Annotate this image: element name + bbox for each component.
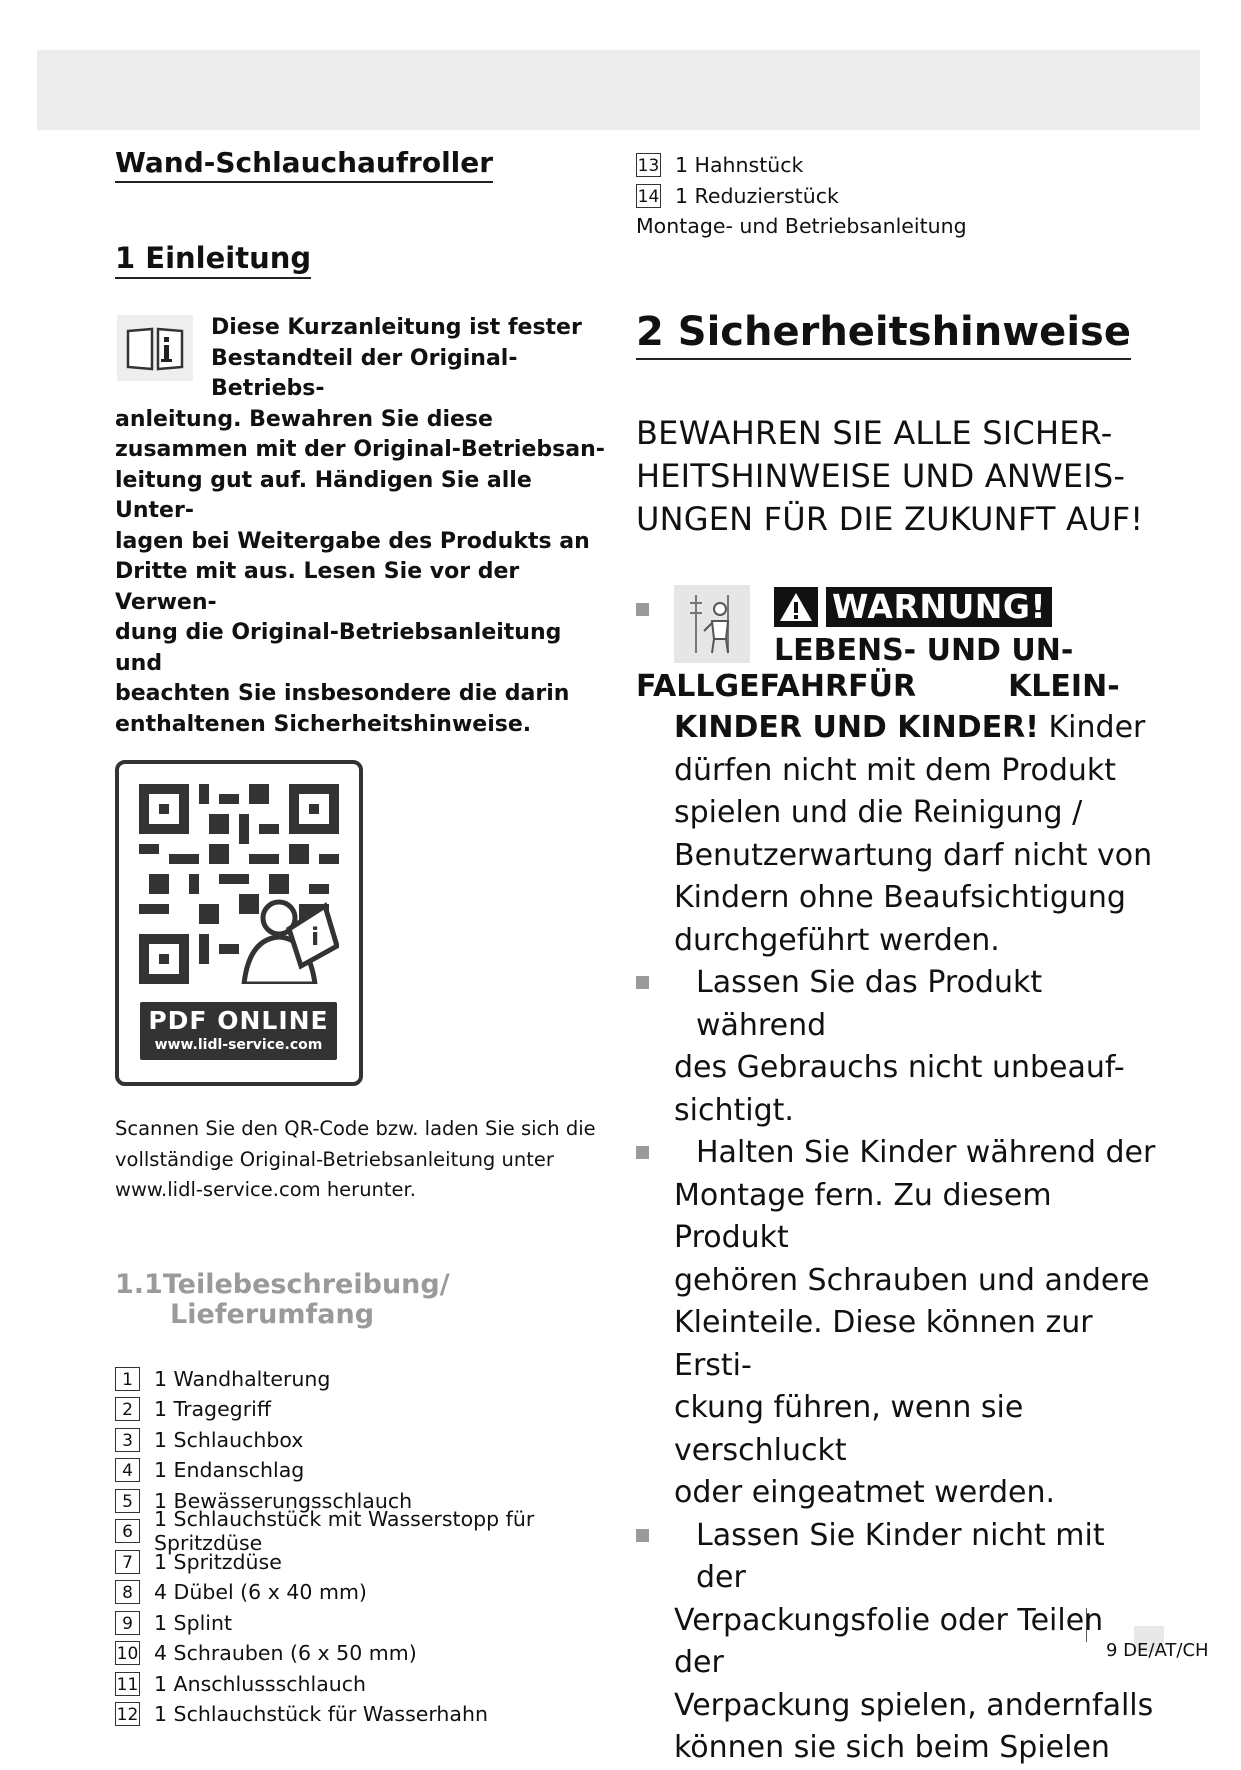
safety-bullet [636, 1132, 1156, 1515]
warning-headline [636, 667, 1156, 707]
section-heading-einleitung: 1 Einleitung [115, 241, 311, 279]
bullet-text-line: oder eingeatmet werden. [674, 1475, 1056, 1510]
part-label: 1 Reduzierstück [675, 183, 839, 208]
scan-line: Scannen Sie den QR-Code bzw. laden Sie sich die [115, 1117, 596, 1140]
notice-line: UNGEN FÜR DIE ZUKUNFT AUF! [636, 500, 1144, 538]
right-column [636, 150, 1156, 1770]
intro-line: Bestandteil der Original-Betriebs- [211, 345, 518, 401]
bullet-icon [636, 976, 649, 989]
warning-headline-part: FALLGEFAHRFÜR [636, 669, 917, 704]
notice-line: BEWAHREN SIE ALLE SICHER- [636, 414, 1113, 452]
header-band [37, 50, 1200, 130]
warning-text-line: spielen und die Reinigung / [674, 795, 1083, 830]
part-label: 1 Hahnstück [675, 153, 804, 178]
warning-header [636, 585, 1156, 668]
list-item [636, 181, 1156, 212]
warning-headline-part: KLEIN- [1008, 669, 1120, 704]
part-label: 1 Schlauchbox [154, 1427, 304, 1452]
intro-paragraph [115, 313, 605, 740]
scan-line: vollständige Original-Betriebsanleitung unter [115, 1147, 554, 1171]
parts-list [115, 1364, 605, 1730]
part-label: 1 Spritzdüse [154, 1549, 282, 1574]
parts-list-continued [636, 150, 1156, 211]
part-label: 4 Dübel (6 x 40 mm) [154, 1580, 367, 1605]
list-item [115, 1364, 605, 1395]
scan-instructions [115, 1114, 605, 1206]
warning-headline-part: KINDER UND KINDER! [674, 710, 1039, 745]
part-number: 6 [115, 1519, 140, 1543]
part-number: 1 [115, 1367, 140, 1391]
child-hazard-icon [674, 585, 750, 663]
part-number: 9 [115, 1611, 140, 1635]
document-title: Wand-Schlauchaufroller [115, 146, 493, 183]
pdf-online-badge [140, 1002, 337, 1060]
part-number: 2 [115, 1397, 140, 1421]
warning-triangle-icon [774, 587, 818, 627]
section-heading-teilebeschreibung [115, 1270, 605, 1330]
warning-text-line: Kinder [1038, 710, 1146, 745]
part-number: 7 [115, 1550, 140, 1574]
left-column [115, 140, 605, 1730]
intro-line: dung die Original-Betriebsanleitung und [115, 620, 562, 676]
part-label: 1 Wandhalterung [154, 1366, 331, 1391]
part-label: 1 Anschlussschlauch [154, 1671, 367, 1696]
part-label: 1 Splint [154, 1610, 233, 1635]
list-item [115, 1425, 605, 1456]
warning-text-line: dürfen nicht mit dem Produkt [674, 752, 1117, 788]
part-number: 12 [115, 1702, 140, 1726]
pdf-online-url: www.lidl-service.com [154, 1037, 323, 1053]
part-number: 5 [115, 1489, 140, 1513]
safety-bullet [636, 962, 1156, 1132]
warning-headline: LEBENS- UND UN- [774, 633, 1074, 668]
part-label: 1 Tragegriff [154, 1397, 271, 1422]
section-heading-line: 1.1Teilebeschreibung/ [115, 1268, 450, 1300]
manual-line: Montage- und Betriebsanleitung [636, 214, 967, 238]
bullet-text-line: gehören Schrauben und andere [674, 1262, 1150, 1298]
scan-line: www.lidl-service.com herunter. [115, 1178, 416, 1201]
bullet-text-line: sichtigt. [674, 1092, 794, 1128]
warning-text-line: Kindern ohne Beaufsichtigung [674, 880, 1126, 915]
pdf-online-title: PDF ONLINE [148, 1006, 329, 1035]
bullet-text-line: des Gebrauchs nicht unbeauf- [674, 1050, 1125, 1085]
list-item [115, 1669, 605, 1700]
bullet-icon [636, 1146, 649, 1159]
warning-text-line: Benutzerwartung darf nicht von [674, 837, 1153, 873]
list-item [636, 150, 1156, 181]
part-number: 13 [636, 153, 661, 177]
list-item [115, 1455, 605, 1486]
intro-line: Diese Kurzanleitung ist fester [211, 315, 582, 340]
part-number: 11 [115, 1672, 140, 1696]
list-item [115, 1608, 605, 1639]
bullet-text-line: können sie sich beim Spielen [674, 1730, 1110, 1765]
part-label: 1 Endanschlag [154, 1458, 305, 1483]
bullet-text-line: Montage fern. Zu diesem Produkt [674, 1177, 1052, 1255]
bullet-text-line: Verpackungsfolie oder Teilen der [674, 1602, 1104, 1680]
bullet-text-line: Halten Sie Kinder während der [696, 1135, 1156, 1170]
part-number: 10 [115, 1641, 140, 1665]
intro-line: beachten Sie insbesondere die darin [115, 681, 570, 706]
intro-line: lagen bei Weitergabe des Produkts an [115, 528, 590, 554]
part-label: 1 Schlauchstück für Wasserhahn [154, 1702, 488, 1727]
notice-line: HEITSHINWEISE UND ANWEIS- [636, 457, 1126, 495]
bullet-icon [636, 603, 649, 616]
info-book-icon [117, 315, 193, 381]
warning-text [636, 707, 1156, 962]
part-label: 1 Schlauchstück mit Wasserstopp für Spritzdüse [154, 1507, 535, 1556]
warning-label: WARNUNG! [826, 587, 1052, 627]
bullet-icon [636, 1529, 649, 1542]
bullet-text-line: Kleinteile. Diese können zur Ersti- [674, 1305, 1093, 1383]
bullet-text-line: Lassen Sie Kinder nicht mit der [696, 1517, 1105, 1595]
part-number: 4 [115, 1458, 140, 1482]
intro-line: Dritte mit aus. Lesen Sie vor der Verwen- [115, 559, 520, 615]
intro-line: enthaltenen Sicherheitshinweise. [115, 711, 532, 737]
part-label: 4 Schrauben (6 x 50 mm) [154, 1641, 417, 1666]
footer-divider [1086, 1608, 1087, 1642]
list-item [115, 1394, 605, 1425]
list-item [115, 1507, 605, 1556]
qr-code-icon [139, 784, 339, 984]
section-heading-sicherheitshinweise: 2 Sicherheitshinweise [636, 309, 1131, 360]
list-item [115, 1577, 605, 1608]
bullet-text-line: ckung führen, wenn sie verschluckt [674, 1390, 1024, 1468]
part-number: 14 [636, 184, 661, 208]
part-number: 8 [115, 1580, 140, 1604]
page-number: 9 DE/AT/CH [1106, 1640, 1209, 1661]
keep-instructions-notice [636, 412, 1156, 541]
bullet-text-line: Verpackung spielen, andernfalls [674, 1687, 1154, 1723]
bullet-text-line: Lassen Sie das Produkt während [696, 965, 1043, 1043]
intro-line: zusammen mit der Original-Betriebsan- [115, 437, 605, 462]
qr-code-card[interactable] [115, 760, 363, 1086]
section-heading-line: Lieferumfang [170, 1298, 375, 1330]
list-item [115, 1699, 605, 1730]
safety-bullet [636, 1515, 1156, 1770]
part-label: 1 Bewässerungsschlauch [154, 1488, 413, 1513]
svg-text:i: i [311, 923, 320, 951]
list-item [115, 1638, 605, 1669]
part-number: 3 [115, 1428, 140, 1452]
warning-text-line: durchgeführt werden. [674, 922, 1000, 958]
intro-line: anleitung. Bewahren Sie diese [115, 406, 493, 432]
intro-line: leitung gut auf. Händigen Sie alle Unter- [115, 467, 532, 523]
